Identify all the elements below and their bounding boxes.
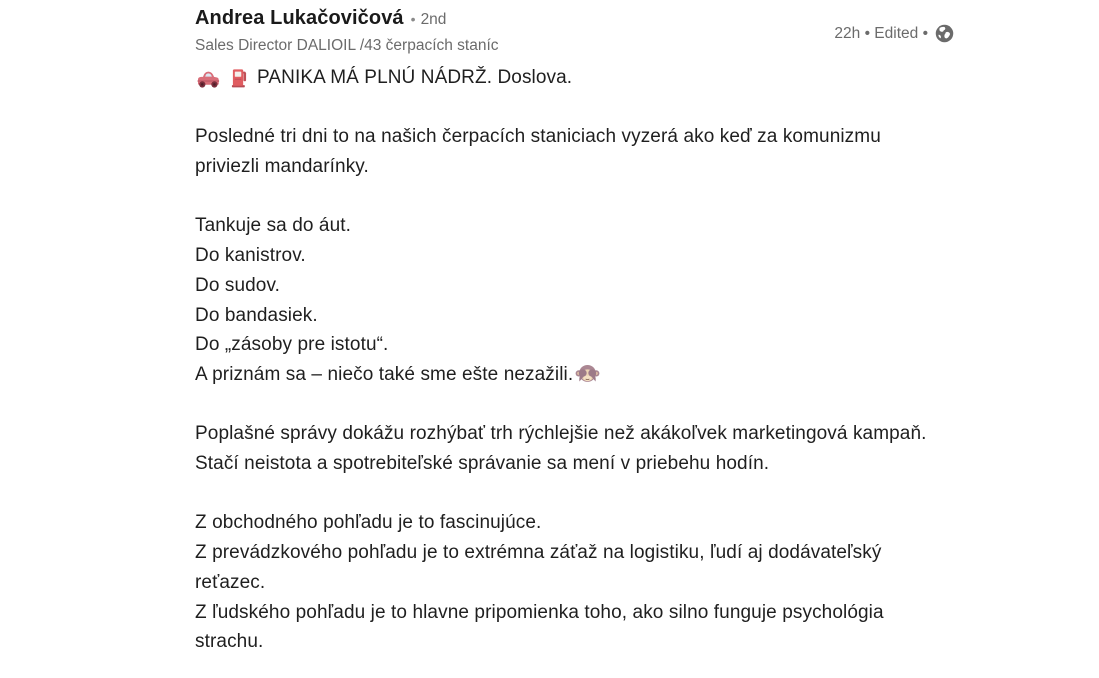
post-text: strachu. bbox=[195, 631, 264, 653]
post-header bbox=[195, 5, 499, 55]
post-text: priviezli mandarínky. bbox=[195, 156, 369, 178]
post-text: Do kanistrov. bbox=[195, 245, 306, 267]
post-text: Do „zásoby pre istotu“. bbox=[195, 334, 389, 356]
post-text: PANIKA MÁ PLNÚ NÁDRŽ. Doslova. bbox=[257, 67, 573, 88]
post-text: Z obchodného pohľadu je to fascinujúce. bbox=[195, 512, 542, 534]
post-meta bbox=[834, 23, 955, 44]
connection-degree: 2nd bbox=[420, 11, 447, 28]
post-text-line bbox=[195, 271, 1025, 301]
post-text: Stačí neistota a spotrebiteľské správanie sa mení v priebehu hodín. bbox=[195, 453, 770, 475]
post-text-blank-line bbox=[195, 93, 1025, 123]
post-text-line bbox=[195, 63, 1025, 93]
post-text-line bbox=[195, 627, 1025, 657]
post-text-line bbox=[195, 152, 1025, 182]
post-text: Z ľudského pohľadu je to hlavne pripomienka toho, ako silno funguje psychológia bbox=[195, 601, 884, 623]
post-text: Tankuje sa do áut. bbox=[195, 215, 352, 237]
post-text-line bbox=[195, 122, 1025, 152]
post-text-line bbox=[195, 211, 1025, 241]
post-text-line bbox=[195, 568, 1025, 598]
post-text-line bbox=[195, 419, 1025, 449]
post-text: A priznám sa – niečo také sme ešte nezažili. bbox=[195, 364, 574, 385]
post-text-line bbox=[195, 598, 1025, 628]
post-text-line bbox=[195, 241, 1025, 271]
post-text-line bbox=[195, 449, 1025, 479]
post-text-line bbox=[195, 330, 1025, 360]
post-text: Z prevádzkového pohľadu je to extrémna záťaž na logistiku, ľudí aj dodávateľský bbox=[195, 542, 882, 564]
post-text-line bbox=[195, 360, 1025, 390]
post-text-blank-line bbox=[195, 182, 1025, 212]
post-text-blank-line bbox=[195, 479, 1025, 509]
author-name[interactable]: Andrea Lukačovičová bbox=[195, 7, 404, 29]
fuel-pump-emoji bbox=[230, 67, 248, 89]
post-text: reťazec. bbox=[195, 571, 266, 593]
post-timestamp: 22h • Edited • bbox=[834, 24, 928, 42]
post-text-line bbox=[195, 538, 1025, 568]
post-text: Posledné tri dni to na našich čerpacích staniciach vyzerá ako keď za komunizmu bbox=[195, 126, 881, 148]
post-text-line bbox=[195, 508, 1025, 538]
post-text-blank-line bbox=[195, 390, 1025, 420]
car-emoji bbox=[195, 68, 221, 88]
author-name-row bbox=[195, 5, 499, 33]
post-body bbox=[195, 63, 1025, 657]
author-headline: Sales Director DALIOIL /43 čerpacích staníc bbox=[195, 37, 499, 54]
post-text: Do sudov. bbox=[195, 274, 281, 296]
see-no-evil-monkey-emoji bbox=[575, 363, 600, 386]
post-text-line bbox=[195, 301, 1025, 331]
degree-separator: • bbox=[410, 11, 416, 27]
post-text: Do bandasiek. bbox=[195, 304, 318, 326]
post-text: Poplašné správy dokážu rozhýbať trh rýchlejšie než akákoľvek marketingová kampaň. bbox=[195, 423, 927, 445]
globe-icon bbox=[934, 23, 955, 44]
